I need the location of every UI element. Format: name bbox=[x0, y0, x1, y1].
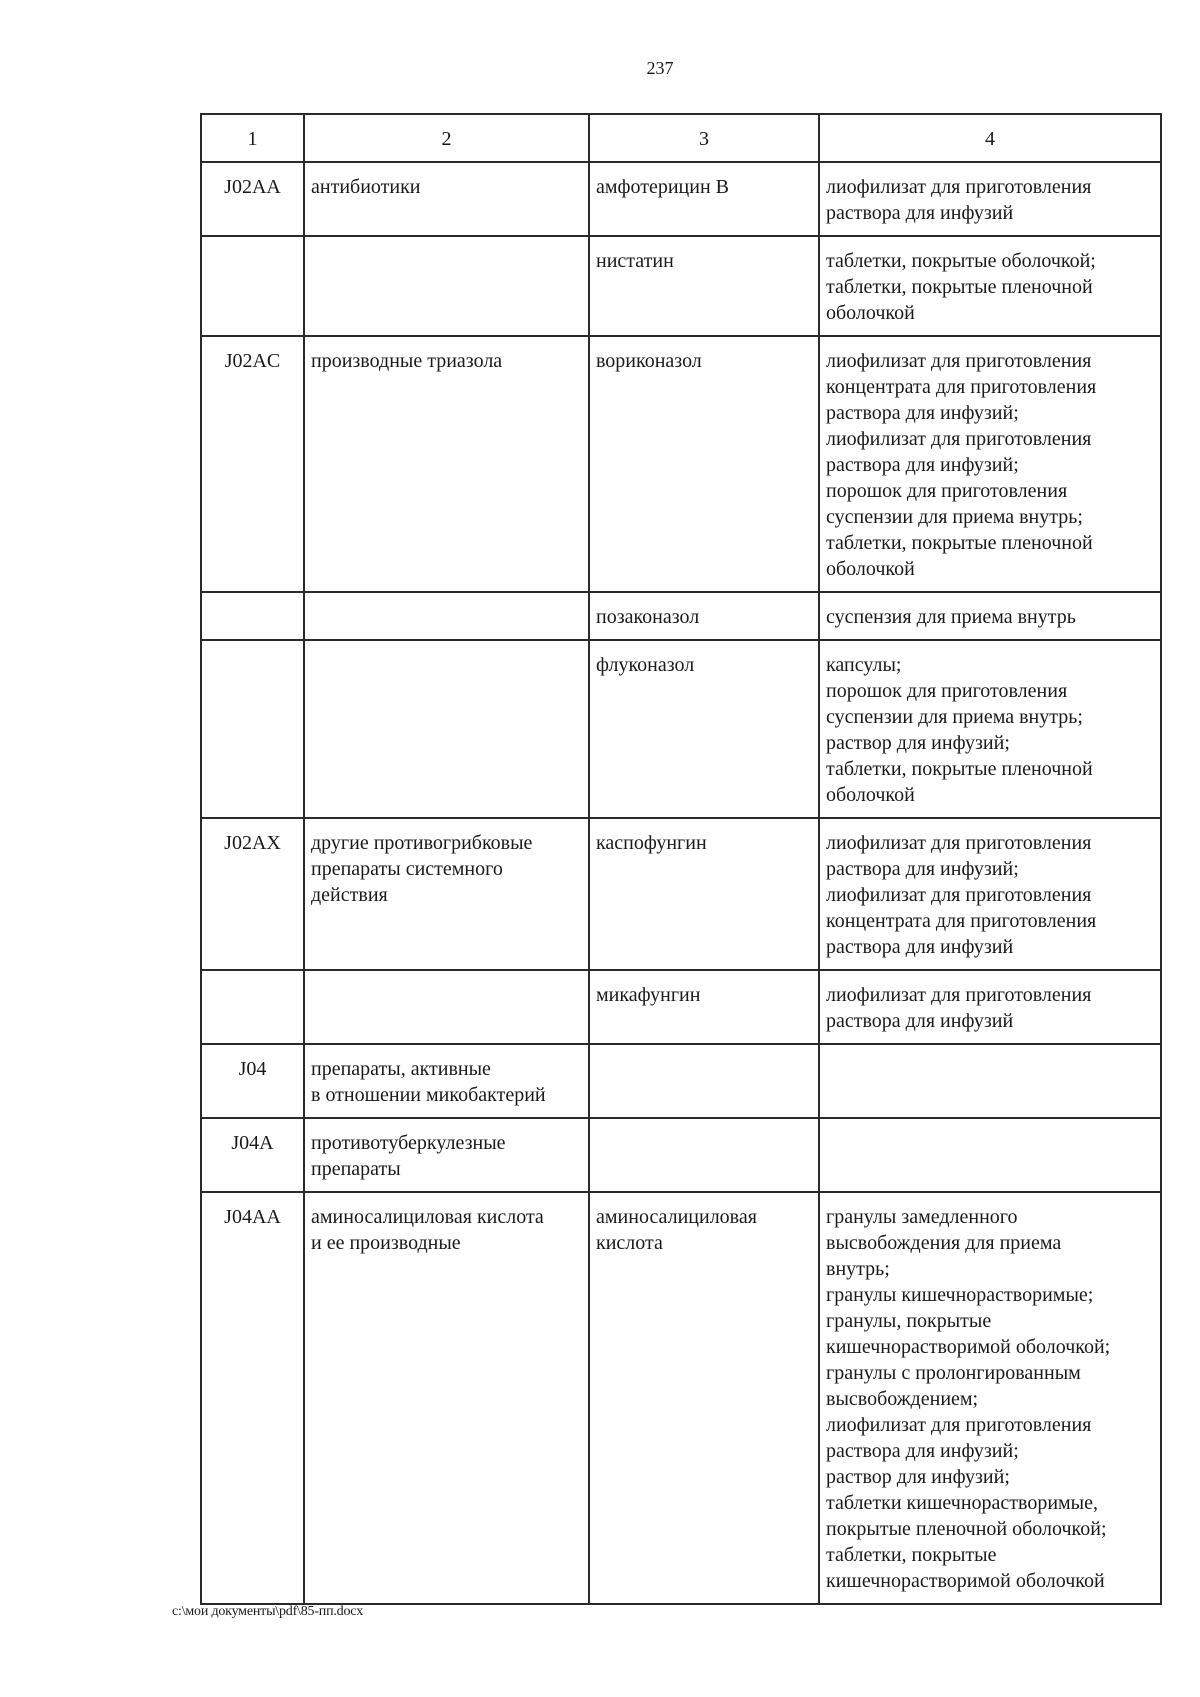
column-header-1: 1 bbox=[201, 114, 304, 162]
table-row bbox=[201, 592, 1161, 640]
dosage-forms-cell: капсулы; порошок для приготовления суспензии для приема внутрь; раствор для инфузий; таблетки, покрытые пленочной оболочкой bbox=[819, 640, 1161, 818]
column-header-4: 4 bbox=[819, 114, 1161, 162]
dosage-forms-cell: суспензия для приема внутрь bbox=[819, 592, 1161, 640]
column-header-2: 2 bbox=[304, 114, 589, 162]
table-row bbox=[201, 236, 1161, 336]
pharmacological-group-cell: антибиотики bbox=[304, 162, 589, 236]
pharmacological-group-cell: противотуберкулезные препараты bbox=[304, 1118, 589, 1192]
table-row bbox=[201, 1044, 1161, 1118]
drug-name-cell: флуконазол bbox=[589, 640, 819, 818]
dosage-forms-cell bbox=[819, 1044, 1161, 1118]
drug-name-cell: микафунгин bbox=[589, 970, 819, 1044]
pharmacological-group-cell bbox=[304, 640, 589, 818]
column-header-3: 3 bbox=[589, 114, 819, 162]
pharmacological-group-cell: другие противогрибковые препараты системного действия bbox=[304, 818, 589, 970]
atc-code-cell: J04A bbox=[201, 1118, 304, 1192]
atc-code-cell bbox=[201, 236, 304, 336]
atc-code-cell: J04AA bbox=[201, 1192, 304, 1604]
atc-code-cell: J02AA bbox=[201, 162, 304, 236]
pharmacological-group-cell: производные триазола bbox=[304, 336, 589, 592]
dosage-forms-cell: лиофилизат для приготовления раствора для инфузий; лиофилизат для приготовления концентрата для приготовления раствора для инфузий bbox=[819, 818, 1161, 970]
table-row bbox=[201, 1192, 1161, 1604]
dosage-forms-cell: таблетки, покрытые оболочкой; таблетки, покрытые пленочной оболочкой bbox=[819, 236, 1161, 336]
table-row bbox=[201, 336, 1161, 592]
drug-name-cell: нистатин bbox=[589, 236, 819, 336]
pharmacological-group-cell bbox=[304, 970, 589, 1044]
table-row bbox=[201, 162, 1161, 236]
drug-name-cell bbox=[589, 1044, 819, 1118]
drug-name-cell: каспофунгин bbox=[589, 818, 819, 970]
drug-name-cell bbox=[589, 1118, 819, 1192]
atc-code-cell bbox=[201, 592, 304, 640]
drug-name-cell: амфотерицин B bbox=[589, 162, 819, 236]
table-body bbox=[201, 162, 1161, 1604]
dosage-forms-cell bbox=[819, 1118, 1161, 1192]
dosage-forms-cell: лиофилизат для приготовления раствора для инфузий bbox=[819, 162, 1161, 236]
pharmacological-group-cell: препараты, активные в отношении микобактерий bbox=[304, 1044, 589, 1118]
dosage-forms-cell: лиофилизат для приготовления раствора для инфузий bbox=[819, 970, 1161, 1044]
medication-table bbox=[200, 113, 1162, 1605]
table-row bbox=[201, 970, 1161, 1044]
page-number: 237 bbox=[646, 58, 674, 78]
table-row bbox=[201, 1118, 1161, 1192]
atc-code-cell bbox=[201, 970, 304, 1044]
pharmacological-group-cell: аминосалициловая кислота и ее производные bbox=[304, 1192, 589, 1604]
drug-name-cell: вориконазол bbox=[589, 336, 819, 592]
drug-name-cell: позаконазол bbox=[589, 592, 819, 640]
table-row bbox=[201, 640, 1161, 818]
drug-name-cell: аминосалициловая кислота bbox=[589, 1192, 819, 1604]
table-row bbox=[201, 818, 1161, 970]
table-header-row bbox=[201, 114, 1161, 162]
atc-code-cell: J04 bbox=[201, 1044, 304, 1118]
dosage-forms-cell: гранулы замедленного высвобождения для приема внутрь; гранулы кишечнорастворимые; гранулы, покрытые кишечнорастворимой оболочкой; гранулы с пролонгированным высвобождением; лиофилизат для приготовления раствора для инфузий; раствор для инфузий; таблетки кишечнорастворимые, покрытые пленочной оболочкой; таблетки, покрытые кишечнорастворимой оболочкой bbox=[819, 1192, 1161, 1604]
pharmacological-group-cell bbox=[304, 592, 589, 640]
pharmacological-group-cell bbox=[304, 236, 589, 336]
atc-code-cell: J02AC bbox=[201, 336, 304, 592]
file-path-footer: c:\мои документы\pdf\85-пп.docx bbox=[172, 1604, 364, 1619]
dosage-forms-cell: лиофилизат для приготовления концентрата для приготовления раствора для инфузий; лиофилизат для приготовления раствора для инфузий; порошок для приготовления суспензии для приема внутрь; таблетки, покрытые пленочной оболочкой bbox=[819, 336, 1161, 592]
atc-code-cell bbox=[201, 640, 304, 818]
atc-code-cell: J02AX bbox=[201, 818, 304, 970]
